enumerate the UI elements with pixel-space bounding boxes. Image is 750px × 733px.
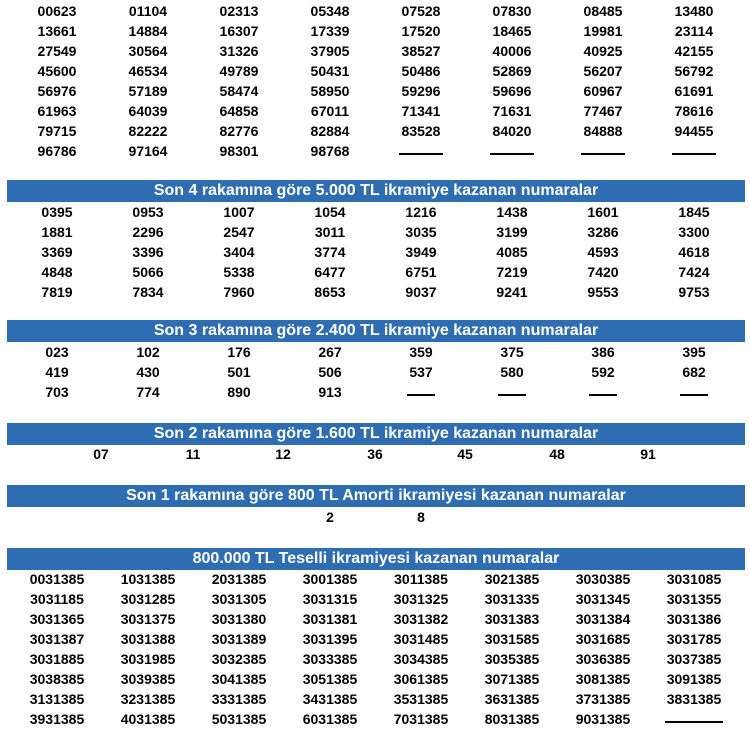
section-teselli-title: 800.000 TL Teselli ikramiyesi kazanan numaralar: [7, 548, 745, 570]
winning-number: 98301: [219, 143, 259, 159]
winning-number: 1007: [223, 204, 255, 220]
winning-number: 49789: [219, 63, 259, 79]
winning-number: 3031365: [29, 611, 85, 627]
winning-number: 50431: [310, 63, 350, 79]
winning-number: 774: [136, 384, 160, 400]
section-3-title: Son 3 rakamına göre 2.400 TL ikramiye kazanan numaralar: [7, 320, 745, 342]
winning-number: 59296: [401, 83, 441, 99]
winning-number: 3031285: [120, 591, 176, 607]
winning-number: 3431385: [302, 691, 358, 707]
winning-number: 17520: [401, 23, 441, 39]
winning-number: 3931385: [29, 711, 85, 727]
winning-number: 580: [500, 364, 524, 380]
winning-number: 7834: [132, 284, 164, 300]
winning-number: 3031388: [120, 631, 176, 647]
winning-number: 07528: [401, 3, 441, 19]
winning-number: 1601: [587, 204, 619, 220]
winning-number: 7819: [41, 284, 73, 300]
winning-number: 98768: [310, 143, 350, 159]
number-row: [0, 709, 750, 729]
winning-number: 3001385: [302, 571, 358, 587]
winning-number: 3038385: [29, 671, 85, 687]
winning-number: 3031085: [666, 571, 722, 587]
winning-number: 3774: [314, 244, 346, 260]
number-row: [0, 609, 750, 629]
winning-number: 375: [500, 344, 524, 360]
empty-slot-line: [558, 382, 648, 402]
number-row: [0, 141, 750, 161]
empty-slot-line: [467, 141, 557, 161]
winning-number: 3039385: [120, 671, 176, 687]
winning-number: 3031375: [120, 611, 176, 627]
winning-number: 71631: [492, 103, 532, 119]
winning-number: 7219: [496, 264, 528, 280]
winning-number: 11: [185, 446, 201, 462]
number-row: [0, 629, 750, 649]
winning-number: 3031305: [211, 591, 267, 607]
winning-number: 45600: [37, 63, 77, 79]
winning-number: 58474: [219, 83, 259, 99]
number-row: [0, 101, 750, 121]
number-row: [0, 282, 750, 302]
winning-number: 13480: [674, 3, 714, 19]
winning-number: 501: [227, 364, 251, 380]
winning-number: 79715: [37, 123, 77, 139]
winning-number: 07: [93, 446, 109, 462]
winning-number: 46534: [128, 63, 168, 79]
winning-number: 3031355: [666, 591, 722, 607]
number-row: [0, 342, 750, 362]
winning-number: 4848: [41, 264, 73, 280]
winning-number: 13661: [37, 23, 77, 39]
number-row: [0, 81, 750, 101]
section-1-grid: [0, 507, 750, 527]
winning-number: 9553: [587, 284, 619, 300]
winning-number: 61963: [37, 103, 77, 119]
winning-number: 3031325: [393, 591, 449, 607]
winning-number: 96786: [37, 143, 77, 159]
winning-number: 38527: [401, 43, 441, 59]
winning-number: 05348: [310, 3, 350, 19]
section-1-title: Son 1 rakamına göre 800 TL Amorti ikramiyesi kazanan numaralar: [7, 485, 745, 507]
winning-number: 3031335: [484, 591, 540, 607]
number-row: [0, 444, 750, 464]
winning-number: 3031885: [29, 651, 85, 667]
winning-number: 3035: [405, 224, 437, 240]
winning-number: 3731385: [575, 691, 631, 707]
winning-number: 3300: [678, 224, 710, 240]
number-row: [0, 1, 750, 21]
winning-number: 386: [591, 344, 615, 360]
winning-number: 8: [417, 509, 425, 525]
winning-number: 3286: [587, 224, 619, 240]
winning-number: 3041385: [211, 671, 267, 687]
winning-number: 52869: [492, 63, 532, 79]
section-teselli-grid: [0, 569, 750, 729]
winning-number: 3031785: [666, 631, 722, 647]
winning-number: 0031385: [29, 571, 85, 587]
winning-number: 267: [318, 344, 342, 360]
winning-number: 6751: [405, 264, 437, 280]
winning-number: 3081385: [575, 671, 631, 687]
winning-number: 30564: [128, 43, 168, 59]
winning-number: 56976: [37, 83, 77, 99]
number-row: [0, 382, 750, 402]
winning-number: 3011385: [394, 571, 448, 587]
winning-number: 3199: [496, 224, 528, 240]
winning-number: 4085: [496, 244, 528, 260]
winning-number: 17339: [310, 23, 350, 39]
winning-number: 56207: [583, 63, 623, 79]
winning-number: 94455: [674, 123, 714, 139]
winning-number: 1031385: [120, 571, 176, 587]
winning-number: 61691: [674, 83, 714, 99]
winning-number: 2: [326, 509, 334, 525]
winning-number: 5066: [132, 264, 164, 280]
winning-number: 0953: [132, 204, 164, 220]
winning-number: 19981: [583, 23, 623, 39]
winning-number: 36: [367, 446, 383, 462]
winning-number: 45: [457, 446, 473, 462]
winning-number: 3071385: [484, 671, 540, 687]
empty-slot-line: [376, 382, 466, 402]
section-2-title: Son 2 rakamına göre 1.600 TL ikramiye kazanan numaralar: [7, 423, 745, 445]
winning-number: 83528: [401, 123, 441, 139]
winning-number: 48: [549, 446, 565, 462]
winning-number: 3396: [132, 244, 164, 260]
winning-number: 2547: [223, 224, 255, 240]
number-row: [0, 41, 750, 61]
winning-number: 40006: [492, 43, 532, 59]
winning-number: 3011: [314, 224, 346, 240]
winning-number: 3035385: [484, 651, 540, 667]
winning-number: 64858: [219, 103, 259, 119]
winning-number: 023: [45, 344, 69, 360]
number-row: [0, 121, 750, 141]
winning-number: 3031345: [575, 591, 631, 607]
winning-number: 58950: [310, 83, 350, 99]
winning-number: 176: [227, 344, 251, 360]
winning-number: 27549: [37, 43, 77, 59]
number-row: [0, 507, 750, 527]
winning-number: 3031381: [302, 611, 358, 627]
winning-number: 359: [409, 344, 433, 360]
section-2-grid: [0, 444, 750, 464]
winning-number: 5338: [223, 264, 255, 280]
winning-number: 67011: [310, 103, 350, 119]
winning-number: 682: [682, 364, 706, 380]
winning-number: 9753: [678, 284, 710, 300]
empty-slot-line: [558, 141, 648, 161]
number-row: [0, 202, 750, 222]
winning-number: 97164: [128, 143, 168, 159]
winning-number: 9037: [405, 284, 437, 300]
winning-number: 02313: [219, 3, 259, 19]
winning-number: 3031685: [575, 631, 631, 647]
winning-number: 57189: [128, 83, 168, 99]
winning-number: 01104: [128, 3, 168, 19]
winning-number: 1845: [678, 204, 710, 220]
winning-number: 3031389: [211, 631, 267, 647]
winning-number: 14884: [128, 23, 168, 39]
winning-number: 71341: [401, 103, 441, 119]
winning-number: 82776: [219, 123, 259, 139]
winning-number: 4593: [587, 244, 619, 260]
winning-number: 1216: [405, 204, 437, 220]
winning-number: 3031387: [29, 631, 85, 647]
winning-number: 3231385: [120, 691, 176, 707]
empty-slot-line: [467, 382, 557, 402]
winning-number: 31326: [219, 43, 259, 59]
winning-number: 3031380: [211, 611, 267, 627]
winning-number: 3031485: [393, 631, 449, 647]
winning-number: 3831385: [666, 691, 722, 707]
section-4-grid: [0, 202, 750, 302]
winning-number: 3531385: [393, 691, 449, 707]
winning-number: 07830: [492, 3, 532, 19]
winning-number: 3034385: [393, 651, 449, 667]
winning-number: 7420: [587, 264, 619, 280]
top-number-grid: [0, 1, 750, 161]
winning-number: 3033385: [302, 651, 358, 667]
winning-number: 3369: [41, 244, 73, 260]
winning-number: 56792: [674, 63, 714, 79]
winning-number: 3036385: [575, 651, 631, 667]
number-row: [0, 669, 750, 689]
winning-number: 3037385: [666, 651, 722, 667]
winning-number: 84020: [492, 123, 532, 139]
number-row: [0, 362, 750, 382]
empty-slot-line: [376, 141, 466, 161]
winning-number: 2031385: [211, 571, 267, 587]
winning-number: 3091385: [666, 671, 722, 687]
winning-number: 537: [409, 364, 433, 380]
winning-number: 506: [318, 364, 342, 380]
winning-number: 50486: [401, 63, 441, 79]
winning-number: 3631385: [484, 691, 540, 707]
winning-number: 8653: [314, 284, 346, 300]
winning-number: 91: [640, 446, 656, 462]
winning-number: 00623: [37, 3, 77, 19]
winning-number: 4031385: [120, 711, 176, 727]
winning-number: 9241: [496, 284, 528, 300]
number-row: [0, 649, 750, 669]
winning-number: 102: [136, 344, 160, 360]
winning-number: 82884: [310, 123, 350, 139]
winning-number: 1054: [314, 204, 346, 220]
section-3-grid: [0, 342, 750, 402]
winning-number: 42155: [674, 43, 714, 59]
winning-number: 7960: [223, 284, 255, 300]
winning-number: 08485: [583, 3, 623, 19]
winning-number: 3031395: [302, 631, 358, 647]
number-row: [0, 589, 750, 609]
winning-number: 5031385: [211, 711, 267, 727]
winning-number: 6477: [314, 264, 346, 280]
winning-number: 430: [136, 364, 160, 380]
winning-number: 419: [45, 364, 69, 380]
number-row: [0, 61, 750, 81]
winning-number: 64039: [128, 103, 168, 119]
winning-number: 1438: [496, 204, 528, 220]
winning-number: 3031985: [120, 651, 176, 667]
winning-number: 0395: [41, 204, 73, 220]
winning-number: 59696: [492, 83, 532, 99]
empty-slot-line: [649, 382, 739, 402]
winning-number: 3031315: [302, 591, 358, 607]
winning-number: 592: [591, 364, 615, 380]
winning-number: 3030385: [575, 571, 631, 587]
winning-number: 703: [45, 384, 69, 400]
winning-number: 3031585: [484, 631, 540, 647]
winning-number: 12: [275, 446, 291, 462]
winning-number: 16307: [219, 23, 259, 39]
winning-number: 3031386: [666, 611, 722, 627]
winning-number: 82222: [128, 123, 168, 139]
winning-number: 3031384: [575, 611, 631, 627]
winning-number: 40925: [583, 43, 623, 59]
winning-number: 1881: [41, 224, 73, 240]
winning-number: 37905: [310, 43, 350, 59]
winning-number: 77467: [583, 103, 623, 119]
number-row: [0, 689, 750, 709]
winning-number: 3404: [223, 244, 255, 260]
section-4-title: Son 4 rakamına göre 5.000 TL ikramiye kazanan numaralar: [7, 180, 745, 202]
winning-number: 7031385: [393, 711, 449, 727]
winning-number: 3032385: [211, 651, 267, 667]
winning-number: 3949: [405, 244, 437, 260]
winning-number: 890: [227, 384, 251, 400]
winning-number: 78616: [674, 103, 714, 119]
winning-number: 4618: [678, 244, 710, 260]
number-row: [0, 222, 750, 242]
empty-slot-line: [649, 709, 739, 729]
number-row: [0, 21, 750, 41]
number-row: [0, 242, 750, 262]
winning-number: 60967: [583, 83, 623, 99]
winning-number: 3051385: [302, 671, 358, 687]
winning-number: 18465: [492, 23, 532, 39]
winning-number: 2296: [132, 224, 164, 240]
number-row: [0, 262, 750, 282]
winning-number: 395: [682, 344, 706, 360]
winning-number: 3131385: [29, 691, 85, 707]
winning-number: 84888: [583, 123, 623, 139]
winning-number: 3331385: [211, 691, 267, 707]
winning-number: 9031385: [575, 711, 631, 727]
winning-number: 913: [318, 384, 342, 400]
empty-slot-line: [649, 141, 739, 161]
winning-number: 3021385: [484, 571, 540, 587]
winning-number: 3031185: [30, 591, 84, 607]
winning-number: 3031382: [393, 611, 449, 627]
winning-number: 3061385: [393, 671, 449, 687]
winning-number: 23114: [674, 23, 714, 39]
winning-number: 8031385: [484, 711, 540, 727]
winning-number: 3031383: [484, 611, 540, 627]
number-row: [0, 569, 750, 589]
winning-number: 6031385: [302, 711, 358, 727]
winning-number: 7424: [678, 264, 710, 280]
